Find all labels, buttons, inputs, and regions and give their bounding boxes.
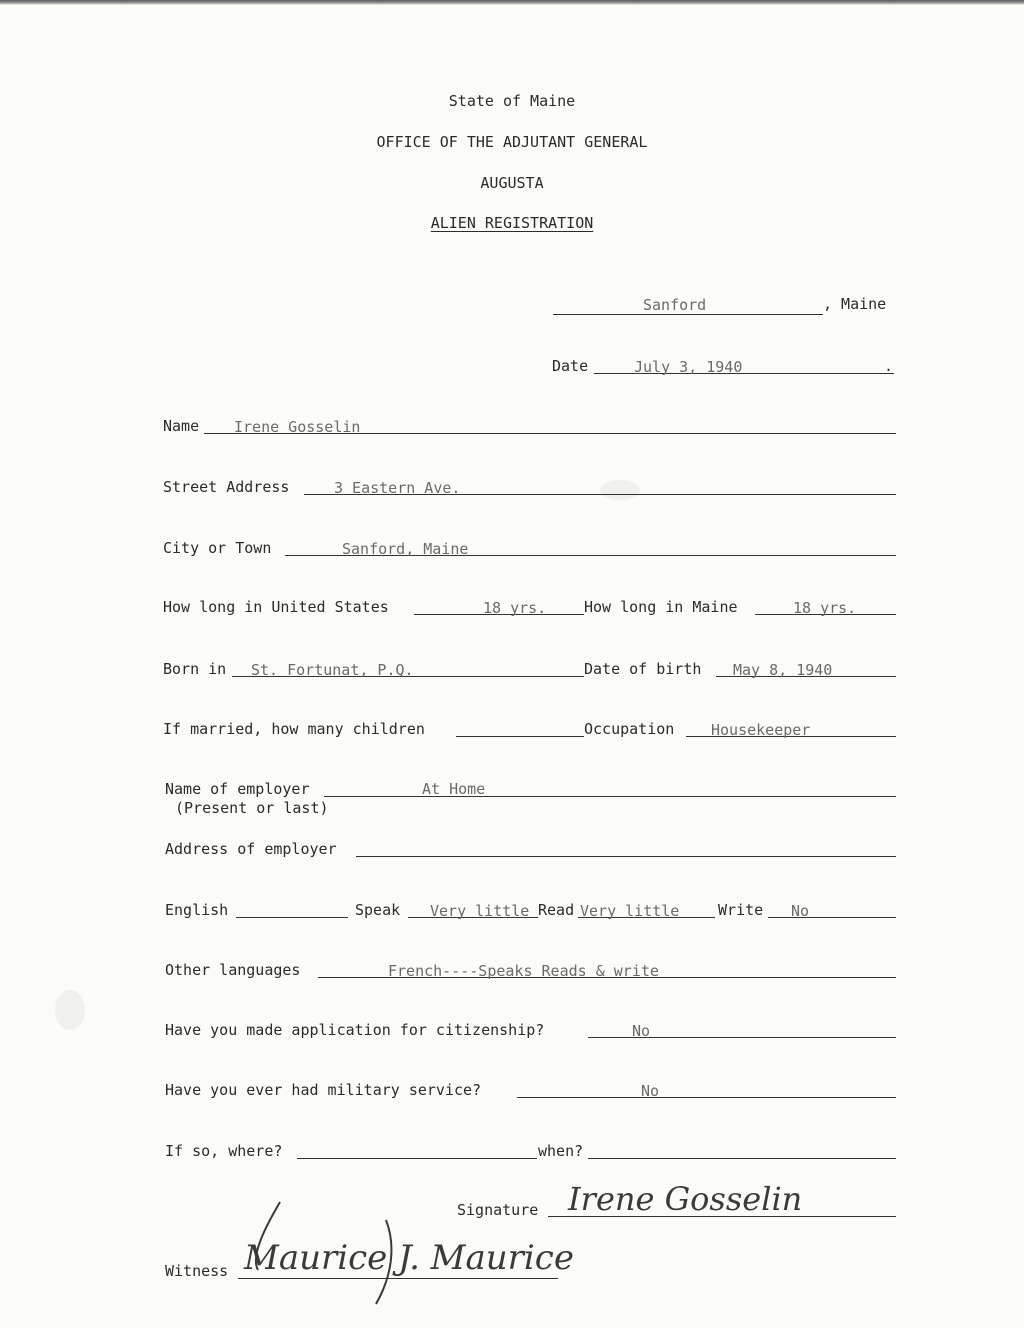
employer-sublabel: (Present or last) <box>175 799 329 817</box>
employer-address-line <box>356 856 896 857</box>
how-long-us-label: How long in United States <box>163 598 389 616</box>
how-long-us-value: 18 yrs. <box>483 599 547 617</box>
where-label: If so, where? <box>165 1142 283 1160</box>
witness-handwriting: Maurice J. Maurice <box>244 1238 574 1278</box>
signature-handwriting: Irene Gosselin <box>568 1180 803 1218</box>
other-languages-label: Other languages <box>165 961 301 979</box>
english-label: English <box>165 901 229 919</box>
date-end-mark: . <box>884 357 894 375</box>
scan-smudge <box>55 990 85 1030</box>
how-long-maine-label: How long in Maine <box>584 598 738 616</box>
form-title: ALIEN REGISTRATION <box>430 214 594 232</box>
write-value: No <box>791 902 810 920</box>
town-value: Sanford <box>643 296 707 314</box>
employer-line <box>324 796 896 797</box>
city-label: City or Town <box>163 539 272 557</box>
english-line <box>236 917 348 918</box>
employer-address-label: Address of employer <box>165 840 337 858</box>
military-label: Have you ever had military service? <box>165 1081 482 1099</box>
employer-label: Name of employer <box>165 780 310 798</box>
born-in-label: Born in <box>163 660 227 678</box>
state-suffix: , Maine <box>823 295 887 313</box>
town-line <box>553 314 823 315</box>
write-label: Write <box>718 901 764 919</box>
office-heading: OFFICE OF THE ADJUTANT GENERAL <box>376 133 648 151</box>
citizenship-value: No <box>632 1022 651 1040</box>
employer-value: At Home <box>422 780 486 798</box>
witness-label: Witness <box>165 1262 229 1280</box>
children-label: If married, how many children <box>163 720 425 738</box>
citizenship-label: Have you made application for citizenship? <box>165 1021 545 1039</box>
write-line <box>768 917 896 918</box>
scan-smudge <box>600 480 640 500</box>
children-line <box>456 736 584 737</box>
where-line <box>297 1158 537 1159</box>
witness-flourish <box>236 1196 596 1306</box>
occupation-value: Housekeeper <box>711 721 811 739</box>
state-heading: State of Maine <box>448 92 576 110</box>
name-value: Irene Gosselin <box>234 418 361 436</box>
military-value: No <box>641 1082 660 1100</box>
how-long-maine-value: 18 yrs. <box>793 599 857 617</box>
city-value: Sanford, Maine <box>342 540 469 558</box>
dob-value: May 8, 1940 <box>733 661 833 679</box>
speak-label: Speak <box>355 901 401 919</box>
dob-label: Date of birth <box>584 660 702 678</box>
date-value: July 3, 1940 <box>634 358 743 376</box>
city-heading: AUGUSTA <box>480 174 544 192</box>
street-value: 3 Eastern Ave. <box>334 479 461 497</box>
read-label: Read <box>538 901 575 919</box>
occupation-label: Occupation <box>584 720 675 738</box>
scan-top-edge <box>0 0 1024 5</box>
signature-label: Signature <box>457 1201 539 1219</box>
when-label: when? <box>538 1142 584 1160</box>
street-label: Street Address <box>163 478 290 496</box>
speak-value: Very little <box>430 902 530 920</box>
other-languages-value: French----Speaks Reads & write <box>388 962 659 980</box>
date-label: Date <box>552 357 589 375</box>
read-value: Very little <box>580 902 680 920</box>
military-line <box>517 1097 896 1098</box>
when-line <box>588 1158 896 1159</box>
name-label: Name <box>163 417 200 435</box>
born-in-value: St. Fortunat, P.Q. <box>251 661 414 679</box>
